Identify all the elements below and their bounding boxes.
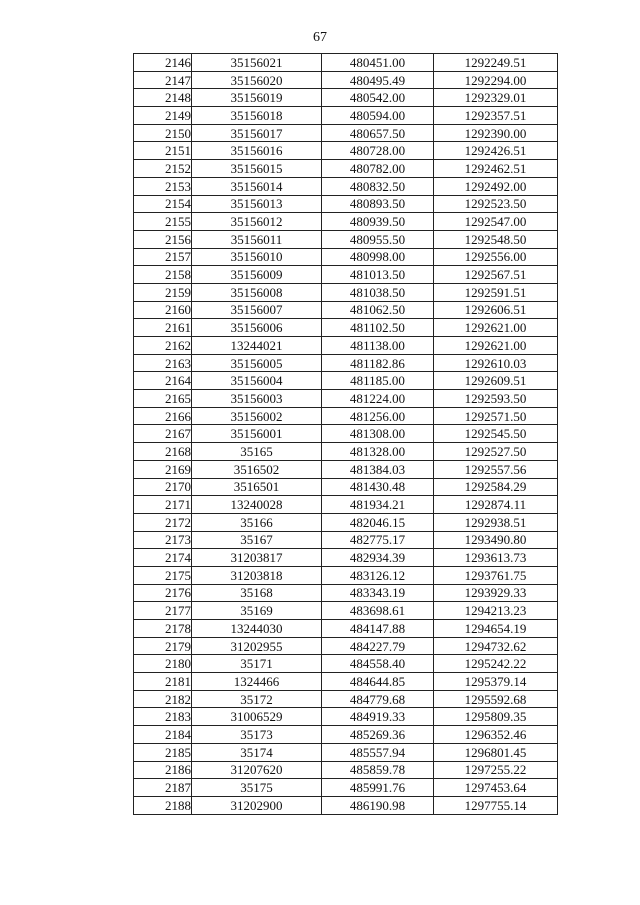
- row-number-cell: 2175: [134, 566, 192, 584]
- point-id-cell: 35156013: [192, 195, 322, 213]
- table-row: [134, 655, 558, 673]
- x-coordinate-cell: 480893.50: [322, 195, 434, 213]
- point-id-cell: 35156018: [192, 107, 322, 125]
- y-coordinate-cell: 1293761.75: [434, 566, 558, 584]
- row-number-cell: 2180: [134, 655, 192, 673]
- point-id-cell: 13244021: [192, 337, 322, 355]
- table-row: [134, 107, 558, 125]
- row-number-cell: 2146: [134, 54, 192, 72]
- table-row: [134, 460, 558, 478]
- x-coordinate-cell: 480594.00: [322, 107, 434, 125]
- row-number-cell: 2178: [134, 620, 192, 638]
- y-coordinate-cell: 1292548.50: [434, 230, 558, 248]
- y-coordinate-cell: 1292426.51: [434, 142, 558, 160]
- x-coordinate-cell: 480657.50: [322, 124, 434, 142]
- table-row: [134, 478, 558, 496]
- y-coordinate-cell: 1292462.51: [434, 160, 558, 178]
- x-coordinate-cell: 482046.15: [322, 513, 434, 531]
- y-coordinate-cell: 1292249.51: [434, 54, 558, 72]
- point-id-cell: 35156021: [192, 54, 322, 72]
- point-id-cell: 35156009: [192, 266, 322, 284]
- point-id-cell: 35166: [192, 513, 322, 531]
- x-coordinate-cell: 484558.40: [322, 655, 434, 673]
- coordinates-table: [133, 53, 558, 815]
- y-coordinate-cell: 1292523.50: [434, 195, 558, 213]
- row-number-cell: 2187: [134, 779, 192, 797]
- x-coordinate-cell: 480939.50: [322, 213, 434, 231]
- x-coordinate-cell: 482934.39: [322, 549, 434, 567]
- table-row: [134, 89, 558, 107]
- y-coordinate-cell: 1292557.56: [434, 460, 558, 478]
- table-row: [134, 177, 558, 195]
- row-number-cell: 2177: [134, 602, 192, 620]
- table-row: [134, 549, 558, 567]
- x-coordinate-cell: 485859.78: [322, 761, 434, 779]
- table-row: [134, 301, 558, 319]
- table-row: [134, 283, 558, 301]
- row-number-cell: 2149: [134, 107, 192, 125]
- y-coordinate-cell: 1297453.64: [434, 779, 558, 797]
- point-id-cell: 35171: [192, 655, 322, 673]
- row-number-cell: 2156: [134, 230, 192, 248]
- x-coordinate-cell: 486190.98: [322, 796, 434, 814]
- row-number-cell: 2165: [134, 390, 192, 408]
- x-coordinate-cell: 482775.17: [322, 531, 434, 549]
- y-coordinate-cell: 1292571.50: [434, 407, 558, 425]
- point-id-cell: 31202900: [192, 796, 322, 814]
- row-number-cell: 2154: [134, 195, 192, 213]
- y-coordinate-cell: 1292390.00: [434, 124, 558, 142]
- x-coordinate-cell: 481256.00: [322, 407, 434, 425]
- point-id-cell: 35156008: [192, 283, 322, 301]
- table-row: [134, 761, 558, 779]
- row-number-cell: 2160: [134, 301, 192, 319]
- table-row: [134, 319, 558, 337]
- x-coordinate-cell: 484779.68: [322, 690, 434, 708]
- x-coordinate-cell: 484919.33: [322, 708, 434, 726]
- table-row: [134, 71, 558, 89]
- y-coordinate-cell: 1292610.03: [434, 354, 558, 372]
- x-coordinate-cell: 484147.88: [322, 620, 434, 638]
- row-number-cell: 2151: [134, 142, 192, 160]
- row-number-cell: 2176: [134, 584, 192, 602]
- point-id-cell: 31203817: [192, 549, 322, 567]
- y-coordinate-cell: 1296801.45: [434, 743, 558, 761]
- point-id-cell: 35156014: [192, 177, 322, 195]
- y-coordinate-cell: 1292606.51: [434, 301, 558, 319]
- x-coordinate-cell: 480782.00: [322, 160, 434, 178]
- point-id-cell: 35165: [192, 443, 322, 461]
- table-row: [134, 690, 558, 708]
- row-number-cell: 2168: [134, 443, 192, 461]
- table-row: [134, 796, 558, 814]
- y-coordinate-cell: 1295592.68: [434, 690, 558, 708]
- row-number-cell: 2166: [134, 407, 192, 425]
- row-number-cell: 2181: [134, 673, 192, 691]
- row-number-cell: 2148: [134, 89, 192, 107]
- x-coordinate-cell: 481224.00: [322, 390, 434, 408]
- table-row: [134, 372, 558, 390]
- y-coordinate-cell: 1292545.50: [434, 425, 558, 443]
- point-id-cell: 35156007: [192, 301, 322, 319]
- y-coordinate-cell: 1292621.00: [434, 337, 558, 355]
- point-id-cell: 31006529: [192, 708, 322, 726]
- table-row: [134, 743, 558, 761]
- x-coordinate-cell: 485991.76: [322, 779, 434, 797]
- table-row: [134, 407, 558, 425]
- table-row: [134, 124, 558, 142]
- point-id-cell: 35156017: [192, 124, 322, 142]
- x-coordinate-cell: 480542.00: [322, 89, 434, 107]
- y-coordinate-cell: 1292329.01: [434, 89, 558, 107]
- row-number-cell: 2158: [134, 266, 192, 284]
- table-row: [134, 566, 558, 584]
- row-number-cell: 2185: [134, 743, 192, 761]
- page-number: 67: [313, 30, 327, 45]
- table-row: [134, 230, 558, 248]
- x-coordinate-cell: 480998.00: [322, 248, 434, 266]
- row-number-cell: 2173: [134, 531, 192, 549]
- y-coordinate-cell: 1294654.19: [434, 620, 558, 638]
- x-coordinate-cell: 481013.50: [322, 266, 434, 284]
- y-coordinate-cell: 1292547.00: [434, 213, 558, 231]
- table-row: [134, 213, 558, 231]
- x-coordinate-cell: 485557.94: [322, 743, 434, 761]
- y-coordinate-cell: 1295809.35: [434, 708, 558, 726]
- point-id-cell: 35156004: [192, 372, 322, 390]
- row-number-cell: 2153: [134, 177, 192, 195]
- row-number-cell: 2171: [134, 496, 192, 514]
- point-id-cell: 35156011: [192, 230, 322, 248]
- row-number-cell: 2152: [134, 160, 192, 178]
- point-id-cell: 1324466: [192, 673, 322, 691]
- x-coordinate-cell: 481038.50: [322, 283, 434, 301]
- y-coordinate-cell: 1292621.00: [434, 319, 558, 337]
- y-coordinate-cell: 1292294.00: [434, 71, 558, 89]
- table-row: [134, 513, 558, 531]
- x-coordinate-cell: 481102.50: [322, 319, 434, 337]
- point-id-cell: 35156002: [192, 407, 322, 425]
- y-coordinate-cell: 1294732.62: [434, 637, 558, 655]
- table-row: [134, 390, 558, 408]
- row-number-cell: 2179: [134, 637, 192, 655]
- table-body: [134, 54, 558, 815]
- x-coordinate-cell: 484644.85: [322, 673, 434, 691]
- x-coordinate-cell: 481934.21: [322, 496, 434, 514]
- point-id-cell: 35167: [192, 531, 322, 549]
- table-row: [134, 195, 558, 213]
- point-id-cell: 35156020: [192, 71, 322, 89]
- row-number-cell: 2164: [134, 372, 192, 390]
- row-number-cell: 2157: [134, 248, 192, 266]
- point-id-cell: 35156010: [192, 248, 322, 266]
- x-coordinate-cell: 483126.12: [322, 566, 434, 584]
- x-coordinate-cell: 481308.00: [322, 425, 434, 443]
- table-row: [134, 54, 558, 72]
- y-coordinate-cell: 1292593.50: [434, 390, 558, 408]
- row-number-cell: 2182: [134, 690, 192, 708]
- row-number-cell: 2170: [134, 478, 192, 496]
- point-id-cell: 35174: [192, 743, 322, 761]
- x-coordinate-cell: 481328.00: [322, 443, 434, 461]
- row-number-cell: 2169: [134, 460, 192, 478]
- x-coordinate-cell: 481182.86: [322, 354, 434, 372]
- y-coordinate-cell: 1292492.00: [434, 177, 558, 195]
- row-number-cell: 2155: [134, 213, 192, 231]
- point-id-cell: 35156016: [192, 142, 322, 160]
- table-row: [134, 531, 558, 549]
- row-number-cell: 2162: [134, 337, 192, 355]
- point-id-cell: 35156012: [192, 213, 322, 231]
- row-number-cell: 2184: [134, 726, 192, 744]
- row-number-cell: 2163: [134, 354, 192, 372]
- point-id-cell: 35168: [192, 584, 322, 602]
- point-id-cell: 31207620: [192, 761, 322, 779]
- table-row: [134, 354, 558, 372]
- x-coordinate-cell: 481138.00: [322, 337, 434, 355]
- y-coordinate-cell: 1292874.11: [434, 496, 558, 514]
- y-coordinate-cell: 1292584.29: [434, 478, 558, 496]
- row-number-cell: 2172: [134, 513, 192, 531]
- point-id-cell: 3516502: [192, 460, 322, 478]
- table-row: [134, 496, 558, 514]
- x-coordinate-cell: 481062.50: [322, 301, 434, 319]
- y-coordinate-cell: 1294213.23: [434, 602, 558, 620]
- point-id-cell: 13240028: [192, 496, 322, 514]
- point-id-cell: 35156005: [192, 354, 322, 372]
- table-row: [134, 337, 558, 355]
- x-coordinate-cell: 480955.50: [322, 230, 434, 248]
- row-number-cell: 2167: [134, 425, 192, 443]
- table-row: [134, 726, 558, 744]
- point-id-cell: 35169: [192, 602, 322, 620]
- x-coordinate-cell: 480495.49: [322, 71, 434, 89]
- point-id-cell: 35156006: [192, 319, 322, 337]
- y-coordinate-cell: 1296352.46: [434, 726, 558, 744]
- point-id-cell: 35156015: [192, 160, 322, 178]
- row-number-cell: 2161: [134, 319, 192, 337]
- y-coordinate-cell: 1292357.51: [434, 107, 558, 125]
- y-coordinate-cell: 1292567.51: [434, 266, 558, 284]
- x-coordinate-cell: 483698.61: [322, 602, 434, 620]
- table-row: [134, 673, 558, 691]
- point-id-cell: 13244030: [192, 620, 322, 638]
- row-number-cell: 2159: [134, 283, 192, 301]
- x-coordinate-cell: 480451.00: [322, 54, 434, 72]
- table-row: [134, 248, 558, 266]
- table-row: [134, 708, 558, 726]
- table-row: [134, 602, 558, 620]
- table-row: [134, 584, 558, 602]
- y-coordinate-cell: 1293929.33: [434, 584, 558, 602]
- table-row: [134, 443, 558, 461]
- point-id-cell: 35156019: [192, 89, 322, 107]
- row-number-cell: 2183: [134, 708, 192, 726]
- row-number-cell: 2150: [134, 124, 192, 142]
- table-row: [134, 160, 558, 178]
- y-coordinate-cell: 1293613.73: [434, 549, 558, 567]
- x-coordinate-cell: 481185.00: [322, 372, 434, 390]
- point-id-cell: 31203818: [192, 566, 322, 584]
- point-id-cell: 31202955: [192, 637, 322, 655]
- table-row: [134, 266, 558, 284]
- y-coordinate-cell: 1292556.00: [434, 248, 558, 266]
- table-row: [134, 425, 558, 443]
- row-number-cell: 2174: [134, 549, 192, 567]
- y-coordinate-cell: 1295242.22: [434, 655, 558, 673]
- point-id-cell: 35156003: [192, 390, 322, 408]
- point-id-cell: 35156001: [192, 425, 322, 443]
- x-coordinate-cell: 484227.79: [322, 637, 434, 655]
- table-row: [134, 637, 558, 655]
- y-coordinate-cell: 1297255.22: [434, 761, 558, 779]
- y-coordinate-cell: 1292609.51: [434, 372, 558, 390]
- row-number-cell: 2188: [134, 796, 192, 814]
- x-coordinate-cell: 481384.03: [322, 460, 434, 478]
- y-coordinate-cell: 1297755.14: [434, 796, 558, 814]
- row-number-cell: 2147: [134, 71, 192, 89]
- point-id-cell: 35172: [192, 690, 322, 708]
- point-id-cell: 35175: [192, 779, 322, 797]
- y-coordinate-cell: 1292591.51: [434, 283, 558, 301]
- y-coordinate-cell: 1292527.50: [434, 443, 558, 461]
- table-row: [134, 142, 558, 160]
- point-id-cell: 3516501: [192, 478, 322, 496]
- point-id-cell: 35173: [192, 726, 322, 744]
- x-coordinate-cell: 481430.48: [322, 478, 434, 496]
- y-coordinate-cell: 1292938.51: [434, 513, 558, 531]
- x-coordinate-cell: 485269.36: [322, 726, 434, 744]
- row-number-cell: 2186: [134, 761, 192, 779]
- y-coordinate-cell: 1295379.14: [434, 673, 558, 691]
- x-coordinate-cell: 480728.00: [322, 142, 434, 160]
- x-coordinate-cell: 480832.50: [322, 177, 434, 195]
- y-coordinate-cell: 1293490.80: [434, 531, 558, 549]
- x-coordinate-cell: 483343.19: [322, 584, 434, 602]
- table-row: [134, 779, 558, 797]
- table-row: [134, 620, 558, 638]
